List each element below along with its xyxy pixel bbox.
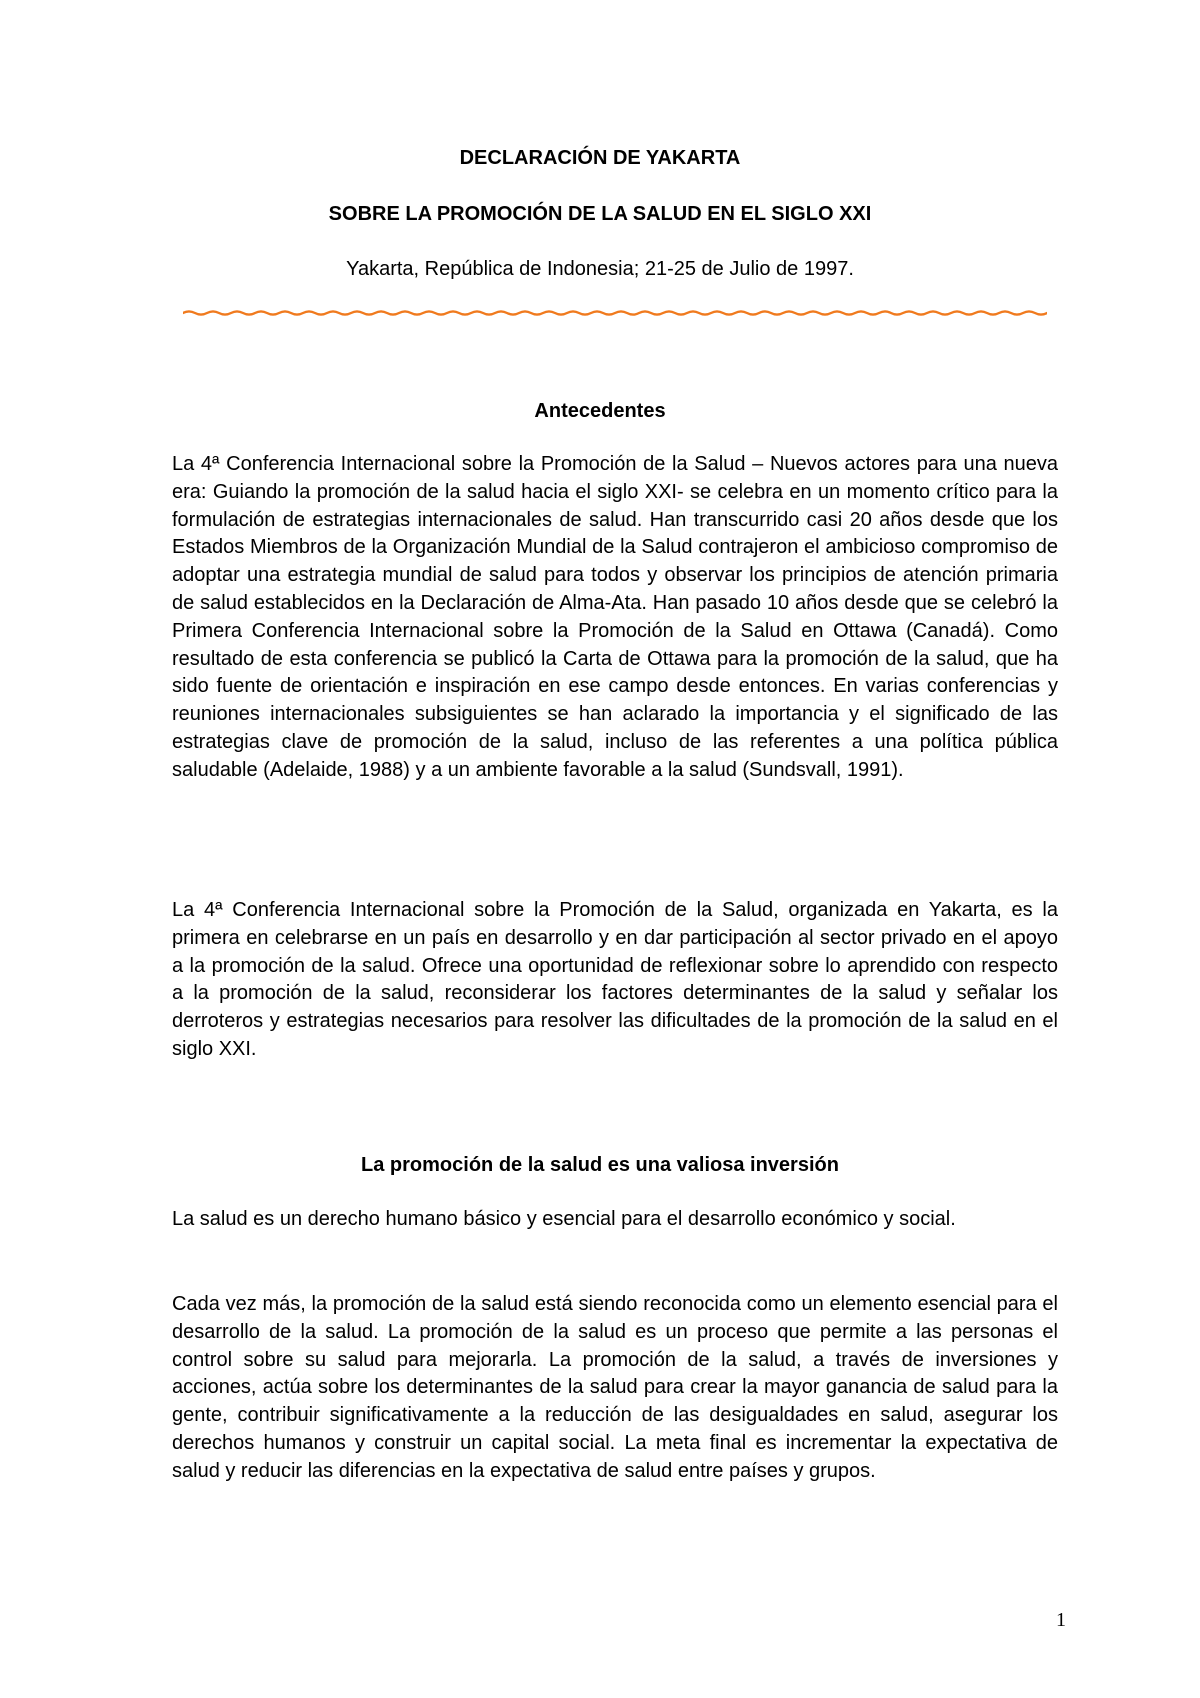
wavy-divider bbox=[183, 306, 1047, 320]
paragraph-inversion-2: Cada vez más, la promoción de la salud está siendo reconocida como un elemento esencial para el desarrollo de la salud. La promoción de la salud es un proceso que permite a las personas el control sobre su salud para mejorarla. La promoción de la salud, a través de inversiones y acciones, actúa sobre los determinantes de la salud para crear la mayor ganancia de salud para la gente, contribuir significativamente a la reducción de las desigualdades en salud, asegurar los derechos humanos y construir un capital social. La meta final es incrementar la expectativa de salud y reducir las diferencias en la expectativa de salud entre países y grupos. bbox=[172, 1293, 1058, 1482]
paragraph-antecedentes-1: La 4ª Conferencia Internacional sobre la Promoción de la Salud – Nuevos actores para una nueva era: Guiando la promoción de la salud hacia el siglo XXI- se celebra en un momento crítico para la formulación de estrategias internacionales de salud. Han transcurrido casi 20 años desde que los Estados Miembros de la Organización Mundial de la Salud contrajeron el ambicioso compromiso de adoptar una estrategia mundial de salud para todos y observar los principios de atención primaria de salud establecidos en la Declaración de Alma-Ata. Han pasado 10 años desde que se celebró la Primera Conferencia Internacional sobre la Promoción de la Salud en Ottawa (Canadá). Como resultado de esta conferencia se publicó la Carta de Ottawa para la promoción de la salud, que ha sido fuente de orientación e inspiración en ese campo desde entonces. En varias conferencias y reuniones internacionales subsiguientes se han aclarado la importancia y el significado de las estrategias clave de promoción de la salud, incluso de las referentes a una política pública saludable (Adelaide, 1988) y a un ambiente favorable a la salud (Sundsvall, 1991). bbox=[172, 453, 1058, 781]
section-heading-inversion: La promoción de la salud es una valiosa inversión bbox=[361, 1154, 839, 1176]
document-subtitle-heading: SOBRE LA PROMOCIÓN DE LA SALUD EN EL SIGLO XXI bbox=[328, 203, 872, 225]
location-date-line: Yakarta, República de Indonesia; 21-25 de Julio de 1997. bbox=[346, 258, 854, 280]
document-title: DECLARACIÓN DE YAKARTA bbox=[459, 147, 741, 169]
paragraph-inversion-1: La salud es un derecho humano básico y esencial para el desarrollo económico y social. bbox=[172, 1208, 956, 1230]
section-heading-antecedentes: Antecedentes bbox=[534, 400, 666, 422]
page-number: 1 bbox=[1056, 1609, 1066, 1631]
paragraph-antecedentes-2: La 4ª Conferencia Internacional sobre la Promoción de la Salud, organizada en Yakarta, es la primera en celebrarse en un país en desarrollo y en dar participación al sector privado en el apoyo a la promoción de la salud. Ofrece una oportunidad de reflexionar sobre lo aprendido con respecto a la promoción de la salud, reconsiderar los factores determinantes de la salud y señalar los derroteros y estrategias necesarios para resolver las dificultades de la promoción de la salud en el siglo XXI. bbox=[172, 899, 1058, 1060]
